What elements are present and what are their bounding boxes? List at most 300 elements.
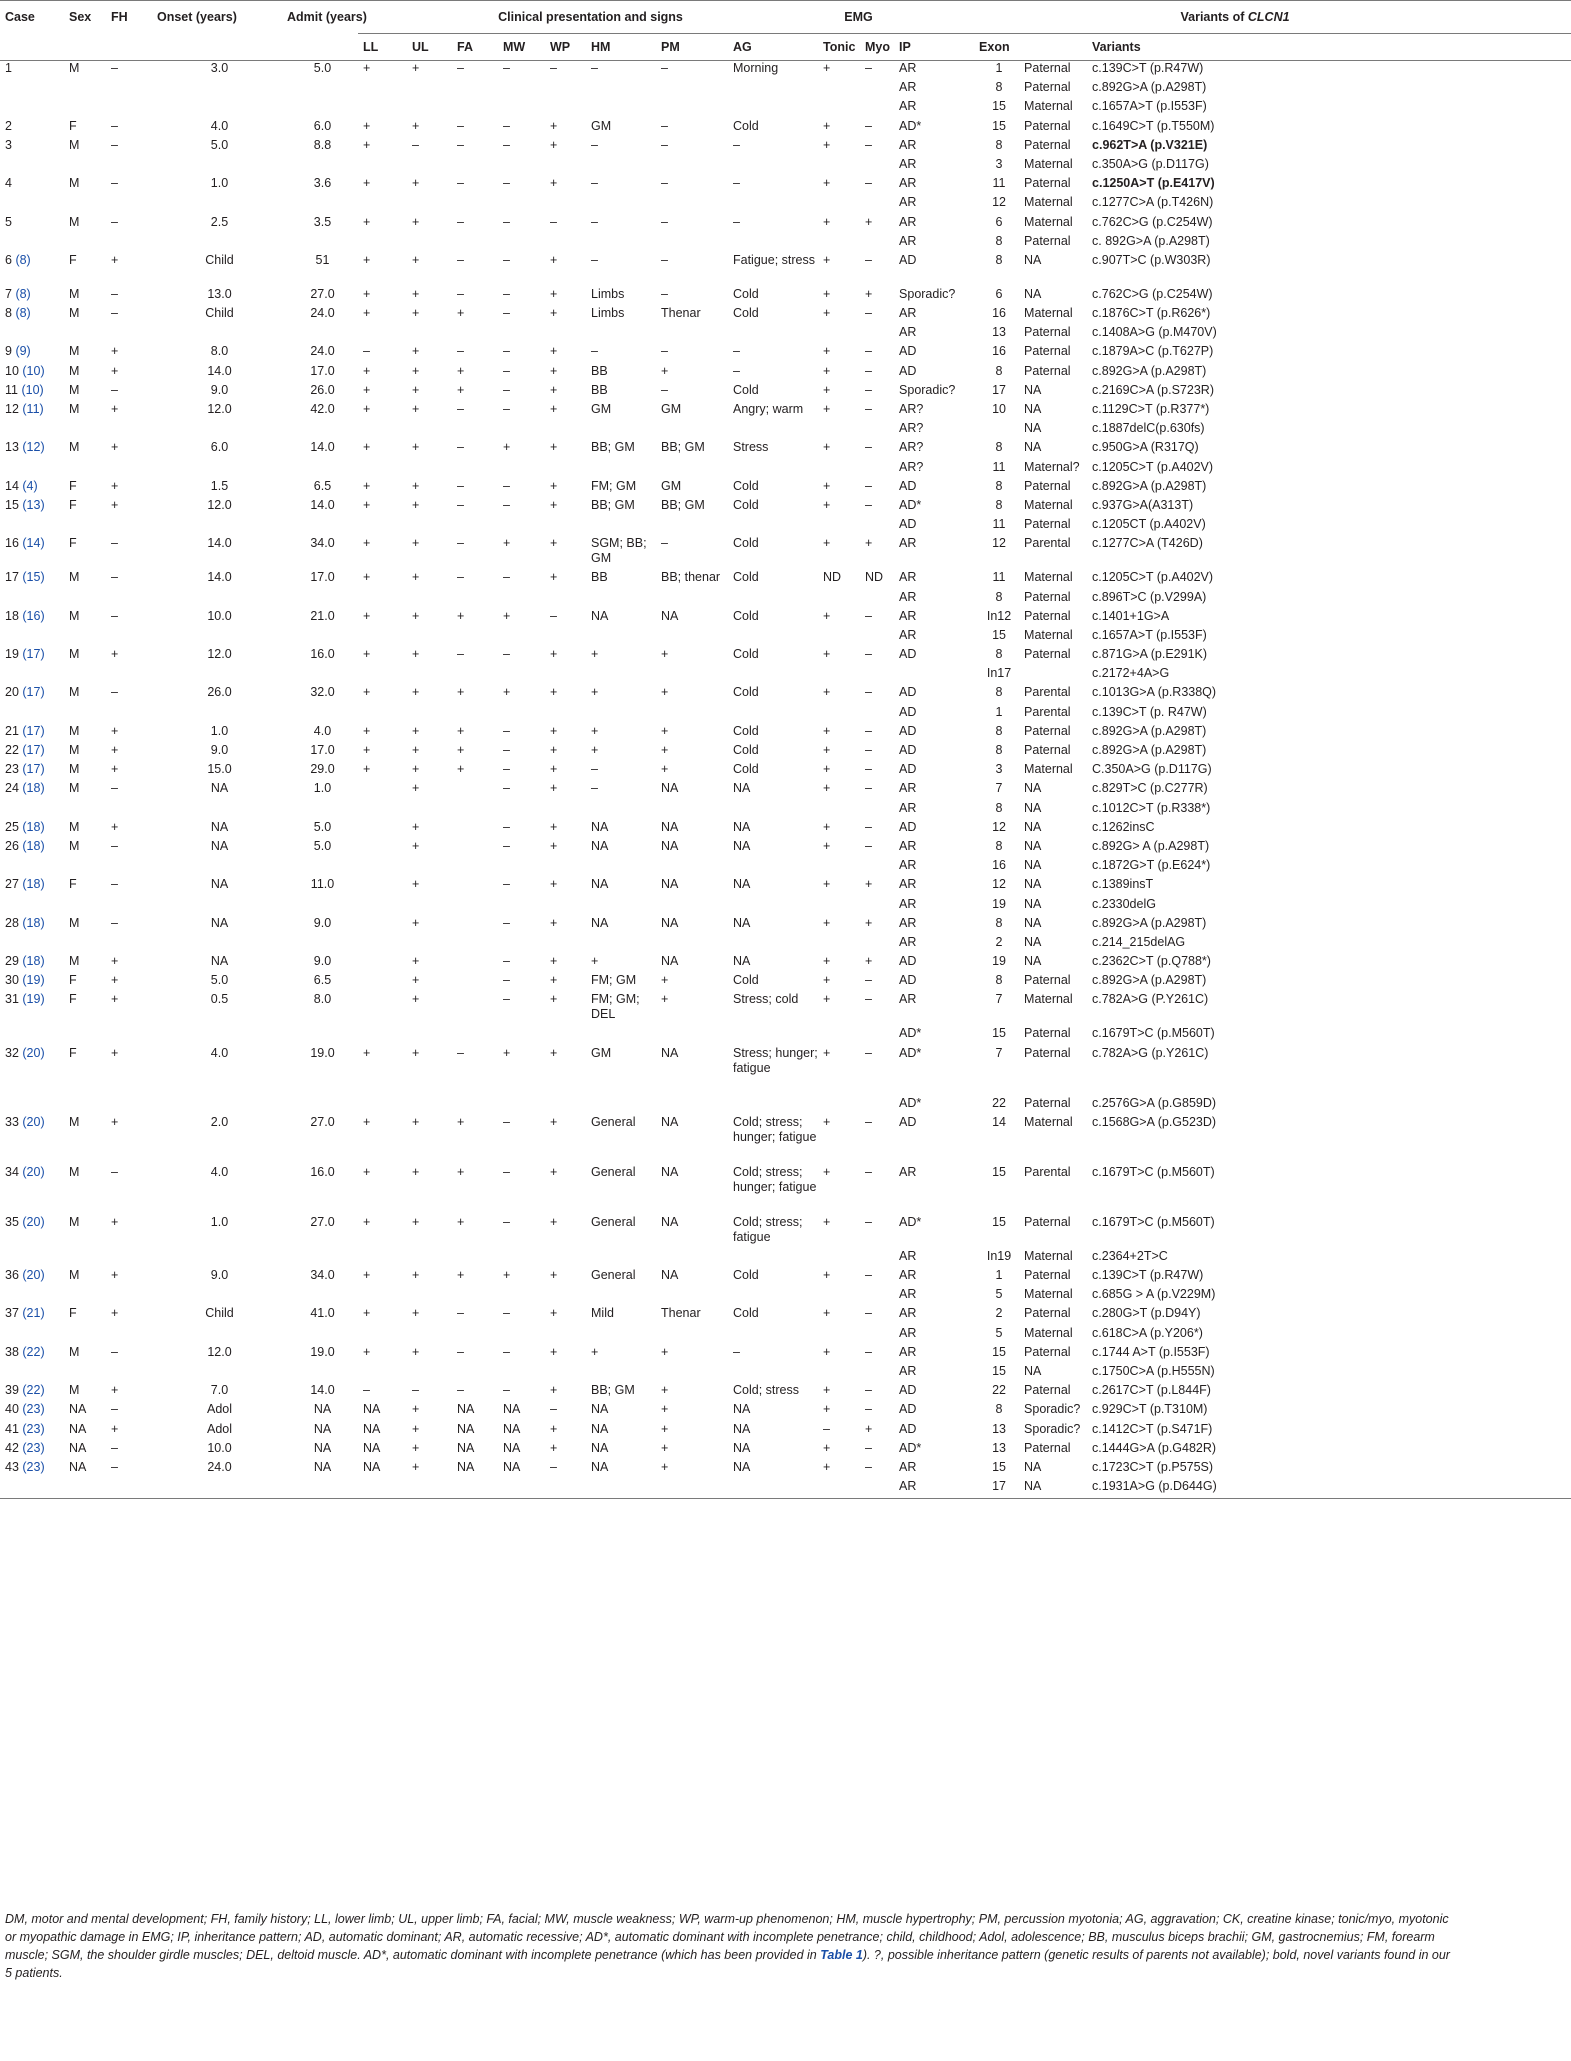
cell-mw: – xyxy=(503,954,510,969)
cell-tonic: + xyxy=(823,877,831,892)
cell-tonic xyxy=(818,1326,860,1345)
case-number: 11 xyxy=(5,382,18,397)
cell-ll: + xyxy=(363,570,371,585)
cell-variant: c.1568G>A (p.G523D) xyxy=(1092,1114,1217,1129)
cell-sex: M xyxy=(69,286,80,301)
case-reference-link[interactable]: (8) xyxy=(15,286,31,301)
cell-fh: – xyxy=(111,306,118,321)
cell-ll xyxy=(358,935,407,954)
cell-origin: Maternal xyxy=(1024,1287,1073,1302)
cell-wp: + xyxy=(550,478,558,493)
cell-variant: c.892G>A (p.A298T) xyxy=(1092,363,1207,378)
cell-mw: – xyxy=(503,363,510,378)
case-reference-link[interactable]: (23) xyxy=(22,1440,45,1455)
cell-ag xyxy=(728,80,818,99)
cell-exon: 12 xyxy=(992,195,1006,210)
cell-fa xyxy=(452,858,498,877)
cell-fa: – xyxy=(457,61,464,75)
cell-fa: + xyxy=(457,685,465,700)
cell-exon: 16 xyxy=(992,858,1006,873)
cell-ul: + xyxy=(412,61,420,75)
cell-wp: + xyxy=(550,762,558,777)
cell-hm: Limbs xyxy=(591,306,625,321)
case-reference-link[interactable]: (15) xyxy=(22,570,45,585)
cell-wp: + xyxy=(550,1164,558,1179)
cell-onset: 9.0 xyxy=(210,382,229,397)
cell-onset xyxy=(152,858,282,877)
cell-ag: NA xyxy=(733,954,751,969)
case-reference-link[interactable]: (17) xyxy=(22,762,45,777)
cell-mw: NA xyxy=(503,1459,521,1474)
case-reference-link[interactable]: (8) xyxy=(15,306,31,321)
cell-wp xyxy=(545,99,586,118)
case-reference-link[interactable]: (19) xyxy=(22,992,45,1007)
cell-admit: 4.0 xyxy=(313,723,332,738)
cell-variant: c.1277C>A (T426D) xyxy=(1092,536,1203,551)
cell-onset xyxy=(152,897,282,916)
cell-sex: M xyxy=(69,402,80,416)
case-number: 39 xyxy=(5,1383,19,1398)
cell-fa: – xyxy=(457,1344,464,1359)
cell-wp: + xyxy=(550,723,558,738)
cell-ag: – xyxy=(733,137,740,152)
case-reference-link[interactable]: (18) xyxy=(22,819,45,834)
cell-variant: c.829T>C (p.C277R) xyxy=(1092,781,1208,796)
case-reference-link[interactable]: (20) xyxy=(22,1045,45,1060)
cell-pm: NA xyxy=(661,1268,679,1282)
cell-wp xyxy=(545,1026,586,1045)
cell-sex xyxy=(64,666,106,685)
cell-fa xyxy=(452,80,498,99)
cell-admit xyxy=(282,517,358,536)
cell-myo: + xyxy=(865,877,873,892)
case-reference-link[interactable]: (17) xyxy=(22,743,45,757)
case-reference-link[interactable]: (22) xyxy=(22,1383,45,1398)
cell-tonic xyxy=(818,1249,860,1268)
cell-hm: NA xyxy=(591,915,609,930)
cell-fa: + xyxy=(457,1268,465,1282)
cell-sex: M xyxy=(69,838,80,853)
cell-case xyxy=(0,858,64,877)
cell-tonic: + xyxy=(823,973,831,988)
cell-hm: NA xyxy=(591,608,609,623)
cell-pm: + xyxy=(661,685,669,700)
cell-ag: Stress xyxy=(733,440,769,455)
cell-onset: Adol xyxy=(206,1421,233,1436)
cell-ll xyxy=(358,916,407,935)
cell-fh: + xyxy=(111,954,119,969)
case-reference-link[interactable]: (23) xyxy=(22,1402,45,1417)
cell-tonic: + xyxy=(823,762,831,777)
cell-sex: F xyxy=(69,992,77,1007)
cell-mw: + xyxy=(503,536,511,551)
cell-ul: + xyxy=(412,838,420,853)
case-reference-link[interactable]: (19) xyxy=(22,973,45,988)
cell-sex: M xyxy=(69,723,80,738)
cell-origin: Paternal xyxy=(1024,1214,1071,1229)
cell-ul: + xyxy=(412,536,420,551)
cell-fh xyxy=(106,1026,152,1045)
cell-admit: NA xyxy=(313,1440,332,1455)
cell-mw xyxy=(498,421,545,440)
cell-mw: – xyxy=(503,382,510,397)
cell-hm: – xyxy=(591,762,598,777)
cell-mw xyxy=(498,935,545,954)
cell-origin: Paternal xyxy=(1024,118,1071,133)
cell-tonic xyxy=(818,666,860,685)
cell-origin: NA xyxy=(1024,838,1042,853)
cell-admit: 19.0 xyxy=(310,1045,335,1060)
cell-case xyxy=(0,1096,64,1115)
case-reference-link[interactable]: (8) xyxy=(15,252,31,267)
case-reference-link[interactable]: (20) xyxy=(22,1164,45,1179)
cell-origin: NA xyxy=(1024,781,1042,796)
case-reference-link[interactable]: (20) xyxy=(22,1268,45,1282)
cell-origin: Paternal xyxy=(1024,1306,1071,1321)
cell-sex xyxy=(64,801,106,820)
cell-ul: + xyxy=(412,570,420,585)
cell-fa: NA xyxy=(457,1459,475,1474)
cell-tonic xyxy=(818,234,860,253)
cell-pm xyxy=(656,234,728,253)
case-number: 13 xyxy=(5,440,19,455)
table-row xyxy=(0,570,1571,589)
cell-fh: – xyxy=(111,877,118,892)
cell-hm: NA xyxy=(591,1402,609,1417)
cell-onset: 5.0 xyxy=(210,973,229,988)
cell-ip: AR xyxy=(899,156,917,171)
case-reference-link[interactable]: (10) xyxy=(21,382,44,397)
cell-mw: + xyxy=(503,685,511,700)
cell-sex xyxy=(64,1287,106,1306)
cell-onset: 5.0 xyxy=(210,137,229,152)
cell-ll: + xyxy=(363,286,371,301)
table-row xyxy=(0,1345,1571,1364)
cell-origin: Parental xyxy=(1024,536,1071,551)
cell-tonic: + xyxy=(823,1402,831,1417)
case-number: 17 xyxy=(5,570,19,585)
cell-tonic: + xyxy=(823,743,831,757)
cell-exon: 8 xyxy=(995,137,1003,152)
cell-variant: c.685G > A (p.V229M) xyxy=(1092,1287,1216,1302)
cell-tonic: + xyxy=(823,252,831,267)
cell-myo xyxy=(860,1364,894,1383)
case-number: 2 xyxy=(5,118,12,133)
cell-mw: NA xyxy=(503,1440,521,1455)
cell-admit: NA xyxy=(313,1402,332,1417)
cell-ul: + xyxy=(412,781,420,796)
cell-ip: AR xyxy=(899,1306,917,1321)
cell-sex: F xyxy=(69,497,77,512)
cell-fa xyxy=(452,839,498,858)
cell-wp: + xyxy=(550,1306,558,1321)
footnote-text-1: DM, motor and mental development; FH, family history; LL, lower limb; UL, upper limb; FA, facial; MW, muscle weakness; WP, warm-up phenomenon; HM, muscle hypertrophy; PM, percussion myotonia; AG, aggravation; CK, creatine kinase; tonic/myo, myotonic or myopathic damage in EMG; IP, inheritance pattern; AD, automatic dominant; AR, automatic recessive; AD*, automatic dominant with incomplete penetrance; child, childhood; Adol, adolescence; BB, musculus biceps brachii; GM, gastrocnemius; FM, forearm muscle; SGM, the shoulder girdle muscles; DEL, deltoid muscle. AD*, automatic dominant with incomplete penetrance (which has been provided in xyxy=(5,1912,1449,1962)
cell-wp xyxy=(545,1249,586,1268)
cell-exon: 11 xyxy=(992,459,1006,474)
cell-fa: + xyxy=(457,608,465,623)
case-reference-link[interactable]: (20) xyxy=(22,1114,45,1129)
cell-ag: NA xyxy=(733,915,751,930)
cell-admit: 14.0 xyxy=(310,440,335,455)
cell-ul: + xyxy=(412,647,420,662)
case-reference-link[interactable]: (13) xyxy=(22,497,45,512)
table-row xyxy=(0,1215,1571,1249)
cell-onset: NA xyxy=(210,819,229,834)
cell-variant: c.762C>G (p.C254W) xyxy=(1092,286,1213,301)
cell-ul: + xyxy=(412,306,420,321)
cell-pm: + xyxy=(661,1344,669,1359)
case-reference-link[interactable]: (23) xyxy=(22,1459,45,1474)
case-reference-link[interactable]: (18) xyxy=(22,915,45,930)
cell-case xyxy=(0,973,64,992)
cell-myo: – xyxy=(865,1459,872,1474)
cell-ll xyxy=(358,666,407,685)
cell-ul: + xyxy=(412,1306,420,1321)
cell-admit: 19.0 xyxy=(310,1344,335,1359)
case-reference-link[interactable]: (22) xyxy=(22,1344,45,1359)
cell-mw: + xyxy=(503,1268,511,1282)
cell-mw xyxy=(498,628,545,647)
cell-mw: – xyxy=(503,118,510,133)
cell-admit xyxy=(282,325,358,344)
cell-fh xyxy=(106,1249,152,1268)
cell-onset: 4.0 xyxy=(210,118,229,133)
cell-pm xyxy=(656,935,728,954)
cell-ll xyxy=(358,1364,407,1383)
cell-origin: NA xyxy=(1019,1479,1087,1499)
cell-exon: In17 xyxy=(986,666,1012,681)
footnote-table-link[interactable]: Table 1 xyxy=(820,1948,863,1962)
cell-ll: + xyxy=(363,743,371,757)
cell-exon: 15 xyxy=(992,1344,1006,1359)
case-reference-link[interactable]: (20) xyxy=(22,1214,45,1229)
case-reference-link[interactable]: (17) xyxy=(22,723,45,738)
cell-sex xyxy=(64,1364,106,1383)
case-number: 27 xyxy=(5,877,19,892)
cell-sex: M xyxy=(69,570,80,585)
cell-variant: c. 892G>A (p.A298T) xyxy=(1092,233,1210,248)
cell-admit: 3.6 xyxy=(313,176,332,191)
cell-ul xyxy=(407,460,452,479)
cell-sex: F xyxy=(69,478,77,493)
cell-onset: 1.0 xyxy=(210,1214,229,1229)
table-row xyxy=(0,215,1571,234)
case-number: 14 xyxy=(5,478,19,493)
cell-exon: 11 xyxy=(992,517,1006,532)
cell-variant: c.1013G>A (p.R338Q) xyxy=(1092,685,1217,700)
cell-case xyxy=(0,1326,64,1345)
cell-fh: – xyxy=(111,1402,118,1417)
cell-sex: M xyxy=(69,1344,80,1359)
cell-tonic xyxy=(818,897,860,916)
cell-sex: M xyxy=(69,1114,80,1129)
cell-case xyxy=(0,1441,64,1460)
cell-case xyxy=(0,1046,64,1096)
cell-exon: 6 xyxy=(995,286,1003,301)
cell-ul: + xyxy=(412,363,420,378)
cell-wp xyxy=(545,80,586,99)
cell-myo xyxy=(860,935,894,954)
cell-origin: Paternal xyxy=(1024,1268,1071,1282)
cell-sex: M xyxy=(69,781,80,796)
case-reference-link[interactable]: (18) xyxy=(22,838,45,853)
cell-fa xyxy=(452,1287,498,1306)
cell-fh xyxy=(106,801,152,820)
cell-admit: 6.0 xyxy=(313,118,332,133)
cell-case xyxy=(0,536,64,570)
cell-ip: AD xyxy=(899,344,917,359)
cell-hm xyxy=(586,1026,656,1045)
case-number: 43 xyxy=(5,1459,19,1474)
cell-hm xyxy=(586,858,656,877)
cell-sex xyxy=(64,234,106,253)
cell-variant: c.1723C>T (p.P575S) xyxy=(1092,1459,1214,1474)
table-row xyxy=(0,253,1571,287)
cell-ag xyxy=(728,195,818,214)
cell-ul: + xyxy=(412,954,420,969)
cell-myo: – xyxy=(865,819,872,834)
cell-sex: M xyxy=(69,762,80,777)
cell-mw: – xyxy=(503,723,510,738)
cell-hm xyxy=(586,705,656,724)
cell-tonic: + xyxy=(823,344,831,359)
cell-sex xyxy=(64,421,106,440)
cell-case xyxy=(0,1402,64,1421)
cell-ag: Cold; stress xyxy=(733,1383,799,1398)
cell-ll xyxy=(358,1096,407,1115)
cell-ul: + xyxy=(412,286,420,301)
cell-myo: – xyxy=(865,838,872,853)
cell-exon: 8 xyxy=(995,685,1003,700)
cell-fa: + xyxy=(457,363,465,378)
case-number: 41 xyxy=(5,1421,19,1436)
cell-tonic: + xyxy=(823,819,831,834)
cell-fh: + xyxy=(111,762,119,777)
cell-ip: AD xyxy=(899,762,917,777)
cell-ll xyxy=(358,80,407,99)
cell-fh: + xyxy=(111,440,119,455)
case-reference-link[interactable]: (17) xyxy=(22,647,45,662)
cell-variant: c.1262insC xyxy=(1092,819,1155,834)
cell-variant: c.2330delG xyxy=(1092,896,1156,911)
cell-origin: Maternal xyxy=(1024,214,1073,229)
table-row xyxy=(0,858,1571,877)
case-reference-link[interactable]: (12) xyxy=(22,440,45,455)
cell-ll xyxy=(358,157,407,176)
cell-fh: + xyxy=(111,723,119,738)
cell-onset: 10.0 xyxy=(207,1440,232,1455)
case-reference-link[interactable]: (18) xyxy=(22,954,45,969)
case-reference-link[interactable]: (4) xyxy=(22,478,38,493)
case-reference-link[interactable]: (17) xyxy=(22,685,45,700)
cell-fa xyxy=(452,234,498,253)
cell-admit: 17.0 xyxy=(310,570,335,585)
cell-ul xyxy=(407,421,452,440)
cell-ll xyxy=(358,820,407,839)
cell-exon: In19 xyxy=(986,1248,1012,1263)
cell-fh: – xyxy=(111,286,118,301)
cell-myo: – xyxy=(865,402,872,416)
cell-mw: – xyxy=(503,497,510,512)
cell-ag: Cold xyxy=(733,536,759,551)
cell-hm: GM xyxy=(591,1045,612,1060)
case-number: 9 xyxy=(5,344,12,359)
cell-admit xyxy=(282,460,358,479)
case-number: 28 xyxy=(5,915,19,930)
case-number: 38 xyxy=(5,1344,19,1359)
case-number: 10 xyxy=(5,363,19,378)
cell-exon: 13 xyxy=(992,1421,1006,1436)
cell-origin: Maternal xyxy=(1024,992,1073,1007)
table-row xyxy=(0,1383,1571,1402)
cell-hm: – xyxy=(591,344,598,359)
case-reference-link[interactable]: (18) xyxy=(22,877,45,892)
cell-fa xyxy=(452,99,498,118)
cell-onset xyxy=(152,1479,282,1499)
cell-ll: + xyxy=(363,214,371,229)
case-reference-link[interactable]: (21) xyxy=(22,1306,45,1321)
cell-fa xyxy=(452,195,498,214)
cell-pm: + xyxy=(661,743,669,757)
cell-case xyxy=(0,1249,64,1268)
cell-fh: – xyxy=(111,137,118,152)
case-reference-link[interactable]: (14) xyxy=(22,536,45,551)
cell-mw xyxy=(498,460,545,479)
cell-fh xyxy=(106,1326,152,1345)
cell-ul xyxy=(407,1249,452,1268)
cell-variant: c.1872G>T (p.E624*) xyxy=(1092,858,1211,873)
cell-ag: NA xyxy=(733,781,751,796)
cell-tonic: + xyxy=(823,1344,831,1359)
case-reference-link[interactable]: (10) xyxy=(22,363,45,378)
cell-ip: AD* xyxy=(899,1045,922,1060)
cell-myo: – xyxy=(865,743,872,757)
cell-sex: F xyxy=(69,252,77,267)
cell-origin: Paternal xyxy=(1024,647,1071,662)
cell-pm xyxy=(656,99,728,118)
cell-mw xyxy=(498,590,545,609)
cell-fh: – xyxy=(111,536,118,551)
cell-exon: 8 xyxy=(995,723,1003,738)
cell-exon: In12 xyxy=(986,608,1012,623)
cell-ul: + xyxy=(412,1440,420,1455)
case-reference-link[interactable]: (18) xyxy=(22,781,45,796)
case-reference-link[interactable]: (11) xyxy=(22,402,44,416)
cell-myo: – xyxy=(865,1214,872,1229)
table-row xyxy=(0,705,1571,724)
cell-variant: c.2364+2T>C xyxy=(1092,1248,1168,1263)
case-reference-link[interactable]: (9) xyxy=(15,344,31,359)
cell-mw xyxy=(498,1249,545,1268)
cell-admit: 41.0 xyxy=(310,1306,335,1321)
case-reference-link[interactable]: (16) xyxy=(22,608,45,623)
case-reference-link[interactable]: (23) xyxy=(22,1421,45,1436)
cell-ip: AD* xyxy=(899,1440,922,1455)
cell-wp xyxy=(545,517,586,536)
case-number: 26 xyxy=(5,838,19,853)
table-row xyxy=(0,877,1571,896)
cell-origin xyxy=(1019,666,1087,685)
cell-hm xyxy=(586,1364,656,1383)
cell-myo: – xyxy=(865,992,872,1007)
cell-case xyxy=(0,590,64,609)
cell-origin: Sporadic? xyxy=(1024,1421,1081,1436)
cell-case xyxy=(0,215,64,234)
cell-ul: + xyxy=(412,497,420,512)
table-row xyxy=(0,781,1571,800)
cell-ag: Cold xyxy=(733,743,759,757)
cell-ag: Cold xyxy=(733,723,759,738)
